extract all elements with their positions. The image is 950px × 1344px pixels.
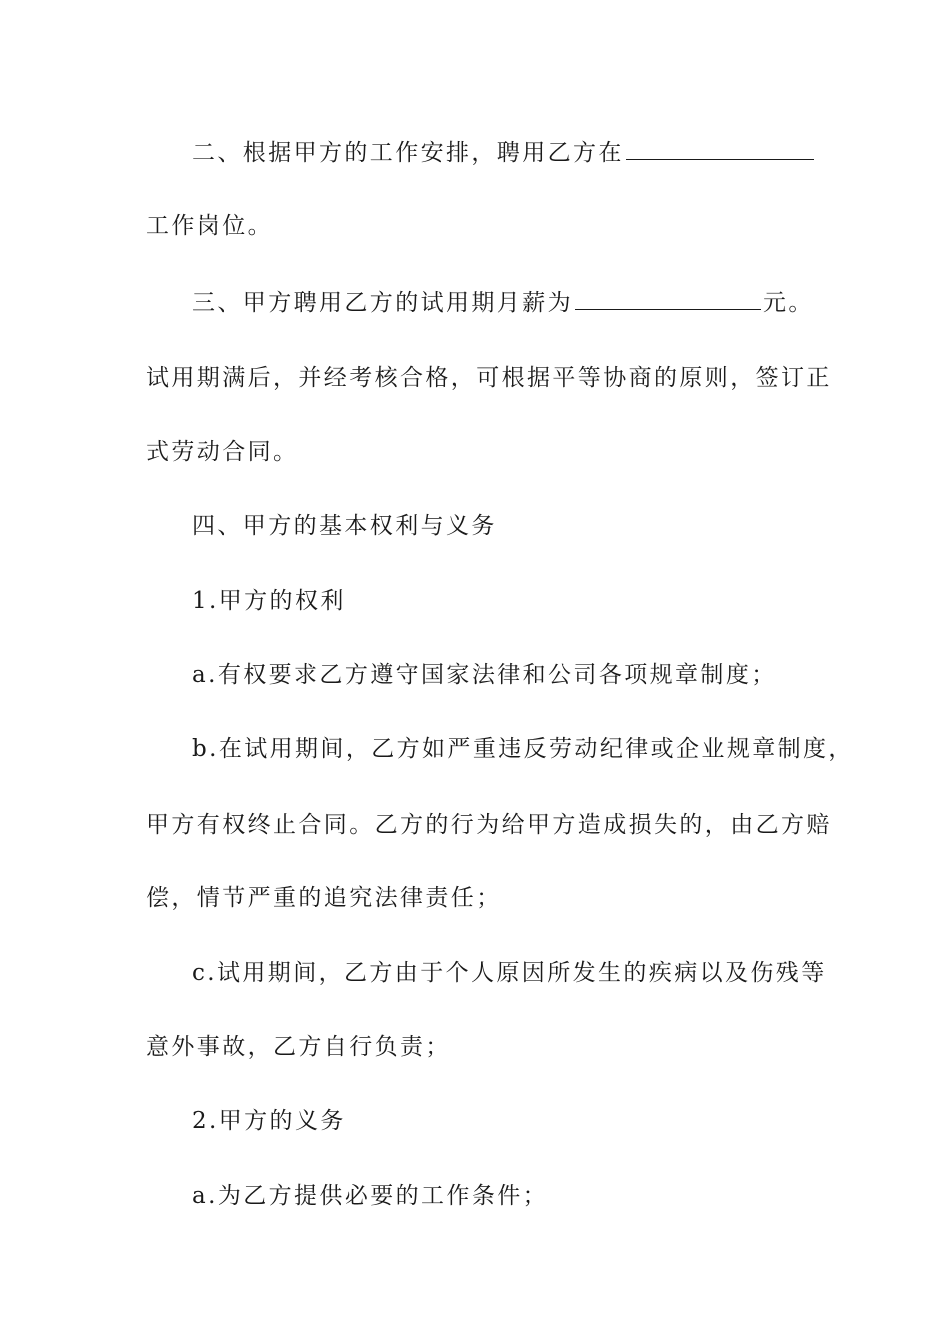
list-item: b.在试用期间，乙方如严重违反劳动纪律或企业规章制度， [192,736,854,762]
paragraph-line: 意外事故，乙方自行负责； [146,1034,451,1060]
clause-two-continued: 工作岗位。 [146,213,273,239]
subsection-heading: 2.甲方的义务 [192,1108,346,1134]
position-blank [626,135,814,160]
paragraph-line: 甲方有权终止合同。乙方的行为给甲方造成损失的，由乙方赔 [146,812,832,838]
list-item: c.试用期间，乙方由于个人原因所发生的疾病以及伤残等 [192,960,827,986]
paragraph-line: 试用期满后，并经考核合格，可根据平等协商的原则，签订正 [146,365,832,391]
list-item: a.有权要求乙方遵守国家法律和公司各项规章制度； [192,662,777,688]
clause-two-text: 二、根据甲方的工作安排，聘用乙方在 [192,140,624,166]
paragraph-line: 式劳动合同。 [146,439,299,465]
clause-three-line [192,283,822,323]
clause-three-text: 三、甲方聘用乙方的试用期月薪为 [192,290,573,316]
paragraph-line: 偿，情节严重的追究法律责任； [146,885,502,911]
salary-unit: 元。 [763,290,814,316]
section-heading: 四、甲方的基本权利与义务 [192,513,497,539]
clause-two-line [192,133,822,173]
subsection-heading: 1.甲方的权利 [192,588,346,614]
salary-blank [575,285,761,310]
list-item: a.为乙方提供必要的工作条件； [192,1183,549,1209]
